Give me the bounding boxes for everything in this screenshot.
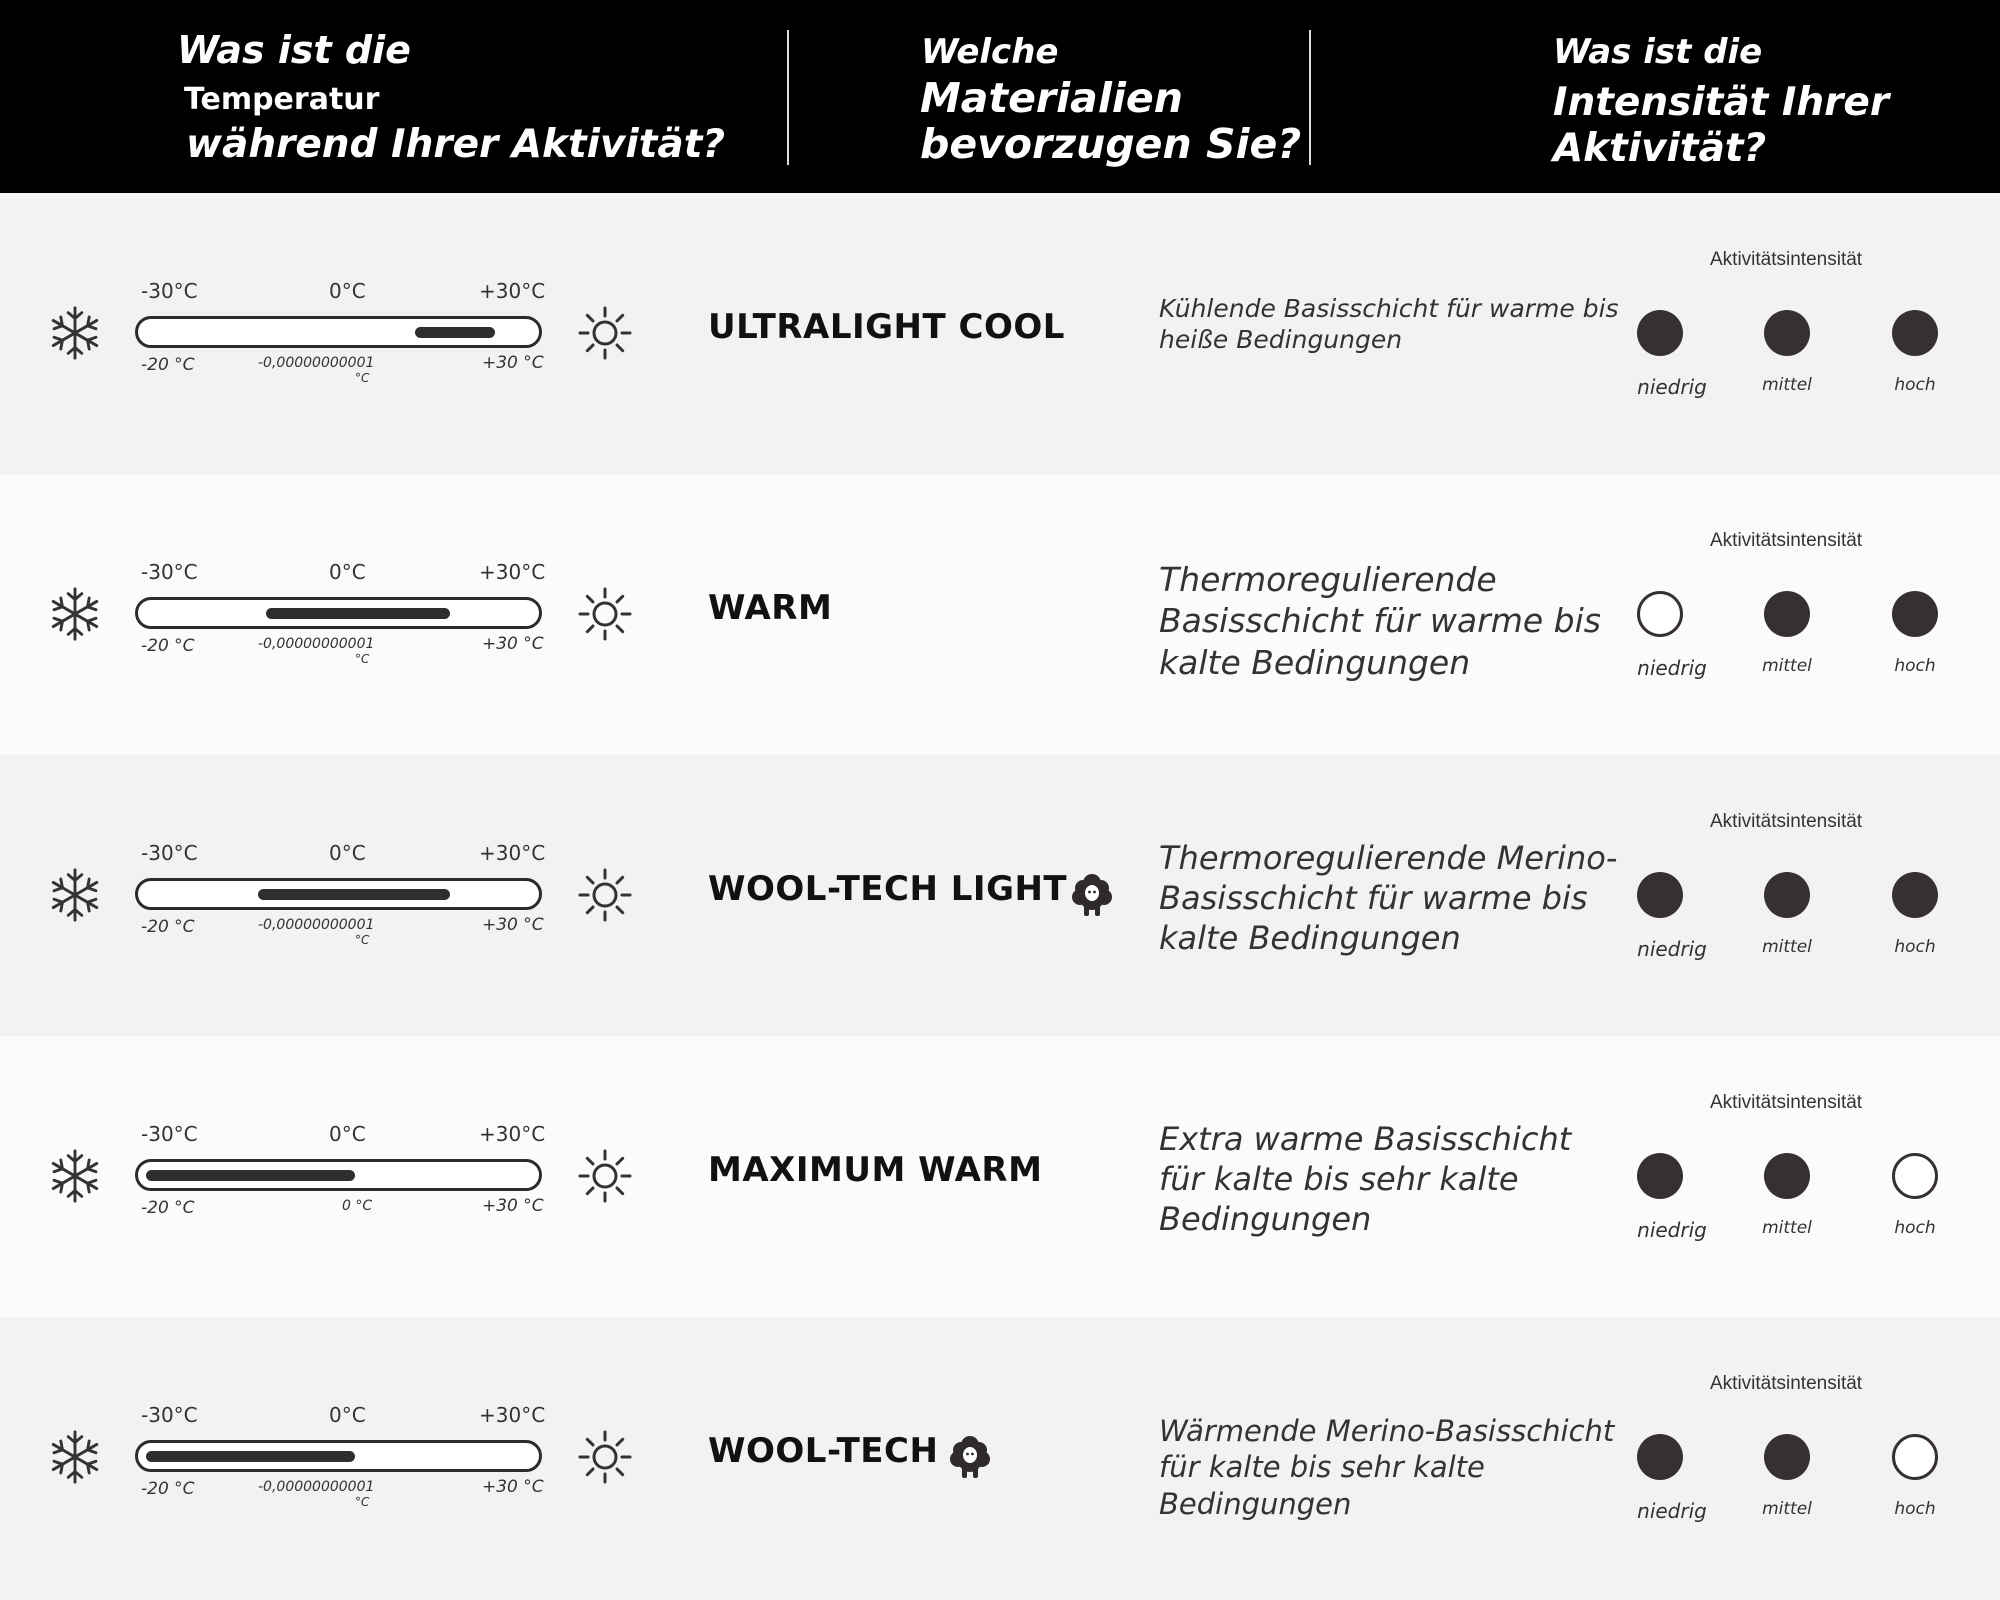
scale-label-top: 0°C xyxy=(329,1122,366,1146)
temperature-range-fill xyxy=(415,327,495,338)
scale-unit-label: °C xyxy=(355,652,370,666)
intensity-level-label: niedrig xyxy=(1637,1499,1707,1523)
intensity-level-label: hoch xyxy=(1894,1499,1936,1519)
scale-label-top: +30°C xyxy=(479,841,546,865)
intensity-title: Aktivitätsintensität xyxy=(1710,811,1863,832)
intensity-dot-hoch xyxy=(1892,310,1938,356)
temperature-range-fill xyxy=(146,1170,355,1181)
temperature-range-bar xyxy=(135,878,542,910)
product-name: WOOL-TECH LIGHT xyxy=(708,869,1068,909)
intensity-dot-niedrig xyxy=(1637,310,1683,356)
scale-label-bottom: +30 °C xyxy=(482,1196,544,1216)
product-row xyxy=(0,474,2000,755)
intensity-level-label: hoch xyxy=(1894,375,1936,395)
intensity-title: Aktivitätsintensität xyxy=(1710,1092,1863,1113)
intensity-level-label: hoch xyxy=(1894,656,1936,676)
intensity-level-label: hoch xyxy=(1894,1218,1936,1238)
scale-label-bottom: -0,00000000001 xyxy=(258,636,375,652)
snowflake-icon xyxy=(46,304,104,362)
intensity-dot-niedrig xyxy=(1637,1434,1683,1480)
intensity-dot-mittel xyxy=(1764,591,1810,637)
temperature-range-bar xyxy=(135,597,542,629)
intensity-dot-hoch xyxy=(1892,1153,1938,1199)
header-intensity-line-2: Intensität Ihrer xyxy=(1553,80,1890,125)
sun-icon xyxy=(577,305,633,361)
product-name: MAXIMUM WARM xyxy=(708,1150,1043,1190)
intensity-dot-mittel xyxy=(1764,310,1810,356)
scale-label-bottom: -20 °C xyxy=(141,1198,195,1218)
scale-unit-label: °C xyxy=(355,933,370,947)
sheep-icon xyxy=(1069,872,1115,918)
scale-unit-label: °C xyxy=(355,371,370,385)
intensity-level-label: niedrig xyxy=(1637,937,1707,961)
scale-label-top: -30°C xyxy=(141,841,198,865)
header-temp-line-2: Temperatur xyxy=(184,82,380,117)
intensity-dot-hoch xyxy=(1892,1434,1938,1480)
scale-label-top: +30°C xyxy=(479,279,546,303)
intensity-dot-mittel xyxy=(1764,872,1810,918)
scale-label-top: 0°C xyxy=(329,1403,366,1427)
scale-label-top: -30°C xyxy=(141,560,198,584)
header-bar xyxy=(0,0,2000,193)
sun-icon xyxy=(577,1148,633,1204)
header-material-line-1: Welche xyxy=(921,32,1059,72)
intensity-level-label: mittel xyxy=(1762,375,1812,395)
header-material-line-3: bevorzugen Sie? xyxy=(920,120,1302,168)
scale-label-bottom: -20 °C xyxy=(141,1479,195,1499)
intensity-level-label: niedrig xyxy=(1637,375,1707,399)
intensity-level-label: niedrig xyxy=(1637,656,1707,680)
scale-label-bottom: -0,00000000001 xyxy=(258,917,375,933)
intensity-level-label: mittel xyxy=(1762,1499,1812,1519)
scale-label-bottom: 0 °C xyxy=(342,1198,373,1214)
intensity-level-label: mittel xyxy=(1762,937,1812,957)
scale-label-bottom: -0,00000000001 xyxy=(258,1479,375,1495)
intensity-title: Aktivitätsintensität xyxy=(1710,1373,1863,1394)
product-row xyxy=(0,193,2000,474)
header-material-line-2: Materialien xyxy=(920,74,1183,122)
product-name: WOOL-TECH xyxy=(708,1431,939,1471)
scale-label-bottom: -20 °C xyxy=(141,917,195,937)
sheep-icon xyxy=(947,1434,993,1480)
scale-label-top: +30°C xyxy=(479,1403,546,1427)
temperature-range-bar xyxy=(135,316,542,348)
scale-label-top: 0°C xyxy=(329,560,366,584)
product-description: Thermoregulierende Merino-Basisschicht für warme bis kalte Bedingungen xyxy=(1159,839,1618,957)
scale-label-bottom: +30 °C xyxy=(482,915,544,935)
snowflake-icon xyxy=(46,585,104,643)
header-divider xyxy=(787,30,789,165)
scale-label-bottom: -20 °C xyxy=(141,355,195,375)
intensity-dot-hoch xyxy=(1892,872,1938,918)
product-row xyxy=(0,1317,2000,1600)
temperature-range-fill xyxy=(258,889,450,900)
product-name: WARM xyxy=(708,588,833,628)
scale-label-top: -30°C xyxy=(141,1122,198,1146)
scale-label-top: -30°C xyxy=(141,1403,198,1427)
scale-label-top: +30°C xyxy=(479,1122,546,1146)
intensity-level-label: niedrig xyxy=(1637,1218,1707,1242)
product-description: Extra warme Basisschicht für kalte bis sehr kalte Bedingungen xyxy=(1159,1120,1572,1238)
intensity-level-label: mittel xyxy=(1762,1218,1812,1238)
sun-icon xyxy=(577,1429,633,1485)
header-intensity-line-3: Aktivität? xyxy=(1553,126,1767,171)
header-temp-line-3: während Ihrer Aktivität? xyxy=(186,122,725,167)
temperature-range-fill xyxy=(146,1451,355,1462)
product-description: Thermoregulierende Basisschicht für warme bis kalte Bedingungen xyxy=(1159,560,1601,682)
sun-icon xyxy=(577,586,633,642)
temperature-range-fill xyxy=(266,608,450,619)
product-description: Wärmende Merino-Basisschicht für kalte bis sehr kalte Bedingungen xyxy=(1159,1414,1615,1521)
header-divider xyxy=(1309,30,1311,165)
scale-unit-label: °C xyxy=(355,1495,370,1509)
product-row xyxy=(0,1036,2000,1317)
snowflake-icon xyxy=(46,1428,104,1486)
header-temp-line-1: Was ist die xyxy=(177,28,411,72)
scale-label-top: -30°C xyxy=(141,279,198,303)
temperature-range-bar xyxy=(135,1159,542,1191)
intensity-title: Aktivitätsintensität xyxy=(1710,530,1863,551)
scale-label-bottom: +30 °C xyxy=(482,634,544,654)
intensity-title: Aktivitätsintensität xyxy=(1710,249,1863,270)
intensity-dot-niedrig xyxy=(1637,872,1683,918)
snowflake-icon xyxy=(46,866,104,924)
intensity-dot-mittel xyxy=(1764,1153,1810,1199)
intensity-level-label: hoch xyxy=(1894,937,1936,957)
temperature-range-bar xyxy=(135,1440,542,1472)
sun-icon xyxy=(577,867,633,923)
product-description: Kühlende Basisschicht für warme bis heiße Bedingungen xyxy=(1159,294,1619,355)
intensity-level-label: mittel xyxy=(1762,656,1812,676)
intensity-dot-hoch xyxy=(1892,591,1938,637)
scale-label-bottom: -0,00000000001 xyxy=(258,355,375,371)
intensity-dot-mittel xyxy=(1764,1434,1810,1480)
scale-label-top: 0°C xyxy=(329,279,366,303)
scale-label-top: +30°C xyxy=(479,560,546,584)
snowflake-icon xyxy=(46,1147,104,1205)
scale-label-bottom: -20 °C xyxy=(141,636,195,656)
scale-label-top: 0°C xyxy=(329,841,366,865)
product-row xyxy=(0,755,2000,1036)
scale-label-bottom: +30 °C xyxy=(482,353,544,373)
intensity-dot-niedrig xyxy=(1637,591,1683,637)
product-name: ULTRALIGHT COOL xyxy=(708,307,1065,347)
scale-label-bottom: +30 °C xyxy=(482,1477,544,1497)
header-intensity-line-1: Was ist die xyxy=(1553,32,1763,72)
intensity-dot-niedrig xyxy=(1637,1153,1683,1199)
